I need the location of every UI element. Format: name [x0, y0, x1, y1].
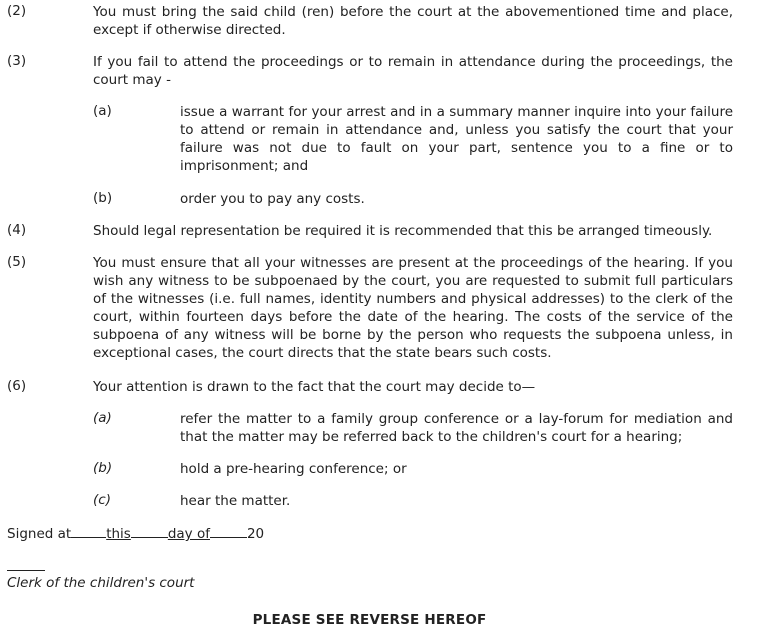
place-blank[interactable]: [71, 525, 106, 538]
paragraph-text: You must ensure that all your witnesses are present at the proceedings of the hearing. If you wish any witness to be subpoenaed by the court, you are requested to submit full particulars of the witnesses (i.e. full names, identity numbers and physical addresses) to the clerk of the court, within fourteen days before the date of the hearing. The costs of the service of the subpoena of any witness will be borne by the person who requests the subpoena unless, in exceptional cases, the court directs that the state bears such costs.: [93, 255, 733, 361]
clerk-title: Clerk of the children's court: [7, 575, 195, 591]
subparagraph-letter: (a): [93, 103, 112, 119]
reverse-notice: PLEASE SEE REVERSE HEREOF: [252, 612, 487, 628]
signed-at-label: Signed at: [7, 526, 72, 542]
subparagraph-letter: (c): [93, 492, 111, 508]
paragraph-number: (2): [7, 3, 27, 19]
paragraph-text: If you fail to attend the proceedings or to remain in attendance during the proceedings, the court may -: [93, 54, 733, 88]
this-label: this: [106, 526, 131, 542]
subparagraph-letter: (b): [93, 460, 113, 476]
paragraph-text: You must bring the said child (ren) before the court at the abovementioned time and place, except if otherwise directed.: [93, 4, 733, 38]
day-of-label: day of: [167, 526, 210, 542]
subparagraph-text: hear the matter.: [180, 493, 291, 509]
paragraph-number: (4): [7, 222, 27, 238]
subparagraph-text: order you to pay any costs.: [180, 191, 365, 207]
month-blank[interactable]: [210, 525, 247, 538]
year-label: 20: [246, 526, 265, 542]
subparagraph-text: hold a pre-hearing conference; or: [180, 461, 407, 477]
subparagraph-text: issue a warrant for your arrest and in a summary manner inquire into your failure to attend or remain in attendance and, unless you satisfy the court that your failure was not due to fault on your part, sentence you to a fine or to imprisonment; and: [180, 104, 733, 174]
paragraph-text: Your attention is drawn to the fact that the court may decide to—: [93, 379, 536, 395]
subparagraph-letter: (a): [93, 410, 112, 426]
subparagraph-letter: (b): [93, 190, 113, 206]
signed-at-line: [7, 525, 264, 542]
paragraph-number: (6): [7, 378, 27, 394]
signature-line: [7, 570, 45, 571]
paragraph-text: Should legal representation be required it is recommended that this be arranged timeously.: [93, 223, 713, 239]
subparagraph-text: refer the matter to a family group conference or a lay-forum for mediation and that the matter may be referred back to the children's court for a hearing;: [180, 411, 733, 445]
paragraph-number: (5): [7, 254, 27, 270]
paragraph-number: (3): [7, 53, 27, 69]
day-blank[interactable]: [131, 525, 168, 538]
